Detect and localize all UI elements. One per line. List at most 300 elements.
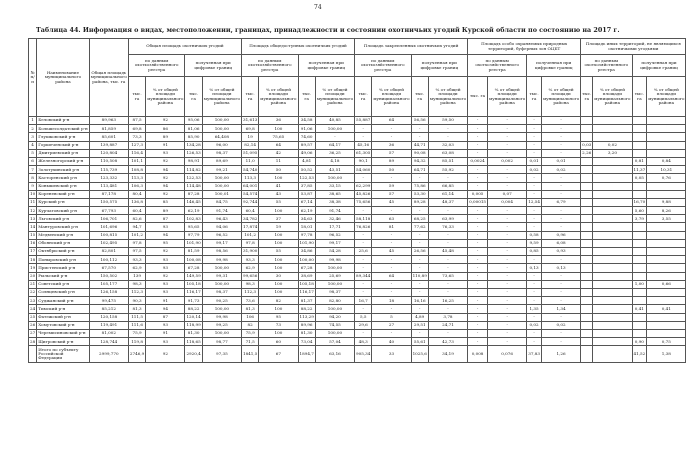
table-cell: -	[488, 182, 527, 190]
table-cell: 55	[259, 198, 298, 206]
table-cell: 14	[29, 223, 37, 231]
table-cell	[581, 264, 593, 272]
table-cell	[647, 288, 686, 296]
table-cell: 16,16	[411, 297, 428, 305]
table-cell: 119,8	[128, 338, 145, 346]
unit-percent: % от общей площади муниципального района	[488, 77, 527, 117]
table-cell: 81,859	[89, 125, 128, 133]
table-cell: 3,55	[647, 215, 686, 223]
table-cell: 101,2	[128, 231, 145, 239]
table-cell: -	[468, 288, 488, 296]
table-cell: 99,17	[202, 239, 241, 247]
table-row	[29, 141, 686, 149]
table-cell: 0,005	[468, 190, 488, 198]
table-cell: -	[488, 239, 527, 247]
table-cell: -	[372, 125, 411, 133]
table-cell	[581, 321, 593, 329]
table-cell: 38,65	[315, 190, 354, 198]
table-cell: -	[527, 329, 542, 337]
table-cell: 45,826	[355, 190, 372, 198]
table-row	[29, 256, 686, 264]
table-cell: 34,782	[241, 215, 258, 223]
table-cell: 99,17	[315, 239, 354, 247]
table-cell: 4	[29, 141, 37, 149]
table-cell: -	[541, 207, 580, 215]
table-cell: 25	[29, 313, 37, 321]
table-cell: 31,900	[241, 248, 258, 256]
table-cell: -	[488, 272, 527, 280]
table-cell: 139	[128, 272, 145, 280]
table-cell: 64	[372, 117, 411, 125]
table-cell: 17,71	[315, 223, 354, 231]
table-cell: -	[527, 223, 542, 231]
table-cell: 112,3	[128, 288, 145, 296]
table-cell: 97,5	[128, 248, 145, 256]
table-cell	[632, 264, 647, 272]
table-cell: 9	[29, 182, 37, 190]
table-cell: 0,13	[541, 264, 580, 272]
table-cell: 0,58	[527, 231, 542, 239]
table-cell: 77,62	[411, 223, 428, 231]
table-cell: 81,37	[298, 297, 315, 305]
table-cell: -	[411, 207, 428, 215]
table-cell: 45,16	[355, 141, 372, 149]
table-cell	[593, 248, 632, 256]
table-cell: 91	[146, 141, 185, 149]
table-cell: 37,85	[298, 182, 315, 190]
table-cell	[632, 149, 647, 157]
table-cell: 34,58	[298, 117, 315, 125]
table-cell: -	[372, 305, 411, 313]
table-cell: -	[468, 321, 488, 329]
table-cell	[593, 338, 632, 346]
district-name-cell: Горшеченский р-н	[37, 141, 89, 149]
table-row	[29, 329, 686, 337]
table-cell	[632, 329, 647, 337]
table-cell: 18,01	[298, 223, 315, 231]
district-name-cell: Черемисиновский р-н	[37, 329, 89, 337]
page-number: 74	[314, 4, 322, 11]
table-row	[29, 157, 686, 165]
table-cell: 62,19	[298, 207, 315, 215]
table-cell: -	[468, 182, 488, 190]
table-cell: 98,37	[202, 288, 241, 296]
table-cell: 16,70	[632, 198, 647, 206]
subhead-boundaries-4: полученная при цифровке границ	[527, 55, 581, 77]
table-cell: 100	[259, 256, 298, 264]
unit-percent: % от общей площади муниципального района	[146, 77, 185, 117]
district-name-cell: Щигровский р-н	[37, 338, 89, 346]
table-cell: 64	[259, 141, 298, 149]
table-cell	[632, 133, 647, 141]
table-cell: 89,57	[298, 141, 315, 149]
table-cell: -	[355, 239, 372, 247]
table-cell: 66,85	[428, 182, 467, 190]
table-cell: 97,8	[128, 239, 145, 247]
table-cell: 115,739	[89, 166, 128, 174]
table-cell: -	[468, 264, 488, 272]
table-cell: -	[488, 313, 527, 321]
table-cell: -	[488, 117, 527, 125]
table-cell: 120,14	[185, 313, 202, 321]
table-row	[29, 288, 686, 296]
table-cell	[581, 329, 593, 337]
table-cell	[593, 117, 632, 125]
table-cell: -	[355, 125, 372, 133]
table-cell: -	[541, 190, 580, 198]
table-cell: 89,69	[202, 157, 241, 165]
table-cell	[632, 239, 647, 247]
table-cell: 1025,6	[411, 346, 428, 363]
table-cell: 92,744	[241, 198, 258, 206]
unit-thous-ha: тыс. га	[298, 77, 315, 117]
table-cell: 100,00	[315, 125, 354, 133]
table-cell: 63	[372, 215, 411, 223]
table-row	[29, 166, 686, 174]
table-cell	[593, 239, 632, 247]
table-cell: 57	[372, 149, 411, 157]
table-cell: 89,96	[298, 321, 315, 329]
table-row	[29, 190, 686, 198]
table-cell: 91,06	[298, 125, 315, 133]
table-cell: 24,71	[428, 321, 467, 329]
table-cell: 8	[29, 174, 37, 182]
table-cell: 101,90	[298, 239, 315, 247]
subhead-reestr-1: по данным охотхозяйственного реестра	[128, 55, 185, 77]
table-cell: 122,53	[185, 174, 202, 182]
table-cell: 905,34	[355, 346, 372, 363]
table-cell: -	[468, 215, 488, 223]
table-cell: 128,744	[89, 338, 128, 346]
table-cell: 89,344	[355, 272, 372, 280]
table-cell: 1,38	[647, 346, 686, 363]
table-total-row	[29, 346, 686, 363]
table-cell: -	[488, 329, 527, 337]
table-cell: 93	[146, 264, 185, 272]
table-cell: -	[355, 288, 372, 296]
table-cell: 112,3	[241, 288, 258, 296]
table-cell	[593, 198, 632, 206]
table-cell: 55	[259, 248, 298, 256]
table-cell: 68,25	[411, 215, 428, 223]
table-row	[29, 321, 686, 329]
table-cell	[29, 346, 37, 363]
table-cell: 87,5	[128, 117, 145, 125]
table-cell: 84,75	[202, 198, 241, 206]
table-cell	[632, 297, 647, 305]
table-row	[29, 174, 686, 182]
table-cell	[647, 264, 686, 272]
table-cell: -	[527, 280, 542, 288]
table-cell: 98,56	[202, 248, 241, 256]
table-cell: 34,86	[298, 248, 315, 256]
table-cell: 33,15	[315, 182, 354, 190]
table-cell: 100,01	[202, 190, 241, 198]
table-cell	[593, 223, 632, 231]
table-cell: -	[355, 329, 372, 337]
unit-percent: % от общей площади муниципального района	[428, 77, 467, 117]
table-cell: -	[468, 338, 488, 346]
district-name-cell: Рыльский р-н	[37, 272, 89, 280]
unit-thous-ha: тыс. га	[581, 77, 593, 117]
table-cell: -	[527, 297, 542, 305]
table-cell: 18	[29, 256, 37, 264]
table-cell: 105,18	[298, 280, 315, 288]
table-cell: 56,56	[411, 117, 428, 125]
table-cell: 92	[146, 174, 185, 182]
table-cell: 91,74	[202, 207, 241, 215]
subhead-reestr-5: по данным охотхозяйственного реестра	[581, 55, 632, 77]
table-cell: 41,52	[632, 346, 647, 363]
table-cell: 50,52	[298, 166, 315, 174]
table-cell	[581, 117, 593, 125]
table-cell: 150,502	[89, 272, 128, 280]
district-name-cell: Глушковский р-н	[37, 133, 89, 141]
table-cell: 98,3	[128, 280, 145, 288]
table-cell	[647, 248, 686, 256]
table-cell: 113,29	[298, 313, 315, 321]
table-cell: 127,3	[128, 141, 145, 149]
table-cell: -	[468, 256, 488, 264]
table-cell: 111,6	[128, 321, 145, 329]
table-cell: 67	[259, 346, 298, 363]
table-cell: -	[488, 231, 527, 239]
table-cell: 23	[29, 297, 37, 305]
table-cell	[647, 313, 686, 321]
table-cell: 62,9	[241, 264, 258, 272]
table-cell: 54,060	[355, 166, 372, 174]
table-row	[29, 272, 686, 280]
table-cell	[647, 125, 686, 133]
table-cell: 94,20	[315, 313, 354, 321]
table-cell: 81	[372, 223, 411, 231]
table-cell: 71,5	[241, 338, 258, 346]
table-cell: 0,076	[488, 346, 527, 363]
unit-percent: % от общей площади муниципального района	[259, 77, 298, 117]
table-cell: -	[488, 321, 527, 329]
table-cell: 0,84	[647, 157, 686, 165]
table-cell: -	[372, 239, 411, 247]
table-cell: 81,30	[298, 329, 315, 337]
district-name-cell: Конышевский р-н	[37, 182, 89, 190]
table-cell	[647, 321, 686, 329]
table-cell: 67,793	[89, 207, 128, 215]
table-cell: 139,887	[89, 141, 128, 149]
table-cell: 82,6	[128, 215, 145, 223]
table-cell: -	[315, 133, 354, 141]
table-cell: 16,25	[428, 297, 467, 305]
table-cell: 93,3	[241, 256, 258, 264]
table-cell: -	[468, 272, 488, 280]
table-cell: -	[468, 248, 488, 256]
table-cell: 100,00	[202, 117, 241, 125]
table-cell: 0,02	[527, 166, 542, 174]
table-cell	[593, 125, 632, 133]
table-cell	[593, 321, 632, 329]
table-cell: 100,00	[315, 280, 354, 288]
table-cell: -	[488, 338, 527, 346]
table-cell: 91,73	[185, 297, 202, 305]
table-cell: 2	[29, 125, 37, 133]
table-cell	[593, 166, 632, 174]
table-cell: -	[428, 125, 467, 133]
table-cell: 97,79	[185, 231, 202, 239]
table-cell: -	[488, 141, 527, 149]
table-cell: -	[468, 239, 488, 247]
table-cell: 42,73	[428, 338, 467, 346]
table-cell: 0,90	[632, 338, 647, 346]
table-cell: 82,801	[89, 248, 128, 256]
table-cell: 92	[146, 190, 185, 198]
table-cell: 100	[259, 264, 298, 272]
table-cell	[581, 346, 593, 363]
table-cell: 45,48	[428, 248, 467, 256]
table-cell	[632, 141, 647, 149]
district-name-cell: Льговский р-н	[37, 215, 89, 223]
district-name-cell: Золотухинский р-н	[37, 166, 89, 174]
table-cell: 106,3	[128, 182, 145, 190]
table-cell: 4,81	[298, 157, 315, 165]
table-cell: 146,45	[185, 198, 202, 206]
table-cell: 81,002	[89, 329, 128, 337]
district-name-cell: Обоянский р-н	[37, 239, 89, 247]
group-total-hunting: Общая площадь охотничьих угодий	[128, 39, 241, 55]
table-cell: 102,495	[89, 239, 128, 247]
table-cell: 118,99	[185, 321, 202, 329]
table-cell: 26	[29, 321, 37, 329]
table-cell: 6,08	[541, 239, 580, 247]
table-cell: 55,887	[355, 117, 372, 125]
group-public-hunting: Площадь общедоступных охотничьих угодий	[241, 39, 354, 55]
subhead-reestr-2: по данным охотхозяйственного реестра	[241, 55, 298, 77]
table-cell: 100,00	[315, 329, 354, 337]
table-cell: -	[541, 117, 580, 125]
table-cell: -	[468, 141, 488, 149]
district-name-cell: Пристенский р-н	[37, 264, 89, 272]
table-cell: 93	[146, 256, 185, 264]
table-cell: 89	[146, 133, 185, 141]
table-cell: 100,08	[185, 256, 202, 264]
table-cell: 0,004	[488, 198, 527, 206]
table-cell: 73	[259, 321, 298, 329]
table-cell: -	[372, 174, 411, 182]
table-cell: -	[468, 166, 488, 174]
table-cell	[632, 182, 647, 190]
table-cell: 62,299	[355, 182, 372, 190]
table-cell: 91,74	[315, 207, 354, 215]
table-cell: 24	[29, 305, 37, 313]
table-cell: 74,55	[315, 321, 354, 329]
table-cell	[593, 305, 632, 313]
table-cell: 33	[372, 346, 411, 363]
district-name-cell: Фатежский р-н	[37, 313, 89, 321]
table-cell: -	[541, 329, 580, 337]
table-cell: 97,8	[241, 239, 258, 247]
table-cell: 57,04	[315, 338, 354, 346]
table-cell: 122,53	[298, 174, 315, 182]
table-cell: -	[372, 207, 411, 215]
table-cell: 94	[146, 182, 185, 190]
table-cell: 3,79	[632, 215, 647, 223]
table-cell	[647, 141, 686, 149]
table-cell: 134,28	[185, 141, 202, 149]
table-cell: -	[468, 305, 488, 313]
table-cell	[593, 182, 632, 190]
table-cell: 28	[29, 338, 37, 346]
table-cell: -	[468, 133, 488, 141]
table-cell: 87	[146, 215, 185, 223]
table-cell: 38,38	[315, 198, 354, 206]
table-cell: 9,59	[527, 239, 542, 247]
table-cell: 22	[29, 288, 37, 296]
table-cell: 81,3	[128, 305, 145, 313]
table-cell: -	[527, 182, 542, 190]
table-cell: 80,4	[128, 190, 145, 198]
unit-percent: % от общей площади муниципального района	[315, 77, 354, 117]
table-cell: 102,83	[185, 215, 202, 223]
table-cell: 100	[259, 288, 298, 296]
table-cell: 93	[146, 149, 185, 157]
table-cell	[632, 321, 647, 329]
district-name-cell: Советский р-н	[37, 280, 89, 288]
table-cell: 50	[372, 166, 411, 174]
table-row	[29, 133, 686, 141]
table-cell: -	[527, 190, 542, 198]
table-cell: 86	[146, 125, 185, 133]
unit-thous-ha: тыс. га	[527, 77, 542, 117]
group-other-territories: Площадь иных территорий, не являющихся охотничьими угодьями	[581, 39, 686, 55]
table-cell: -	[468, 125, 488, 133]
table-cell: 0,41	[632, 305, 647, 313]
table-cell: 6,79	[541, 198, 580, 206]
table-cell: -	[527, 272, 542, 280]
table-cell	[581, 231, 593, 239]
table-cell: -	[468, 329, 488, 337]
table-cell: 120,804	[89, 149, 128, 157]
district-name-cell: Беловский р-н	[37, 117, 89, 125]
table-cell: -	[468, 297, 488, 305]
table-cell: 118,65	[185, 338, 202, 346]
table-cell: 43,51	[315, 166, 354, 174]
table-cell	[647, 272, 686, 280]
table-row	[29, 182, 686, 190]
table-cell: 120,158	[89, 313, 128, 321]
table-cell	[632, 190, 647, 198]
table-cell: -	[428, 329, 467, 337]
group-assigned-hunting: Площадь закрепленных охотничьих угодий	[355, 39, 468, 55]
col-num: № п/п	[29, 39, 37, 117]
table-cell: -	[527, 117, 542, 125]
table-cell: 101,696	[89, 223, 128, 231]
table-cell	[647, 231, 686, 239]
table-cell: -	[355, 231, 372, 239]
table-cell: 55,92	[428, 166, 467, 174]
table-cell	[632, 223, 647, 231]
table-cell: 81,30	[185, 329, 202, 337]
table-cell: 100	[259, 280, 298, 288]
table-cell: 25,6	[355, 248, 372, 256]
table-cell: 149,59	[185, 272, 202, 280]
table-cell: 38,69	[298, 272, 315, 280]
district-name-cell: Октябрьский р-н	[37, 248, 89, 256]
table-cell: 30	[259, 272, 298, 280]
table-cell: 89,28	[411, 198, 428, 206]
table-cell: 87,28	[185, 190, 202, 198]
table-cell: -	[527, 174, 542, 182]
table-cell	[593, 215, 632, 223]
table-cell: 95,65	[185, 223, 202, 231]
table-cell: 2,26	[581, 149, 593, 157]
